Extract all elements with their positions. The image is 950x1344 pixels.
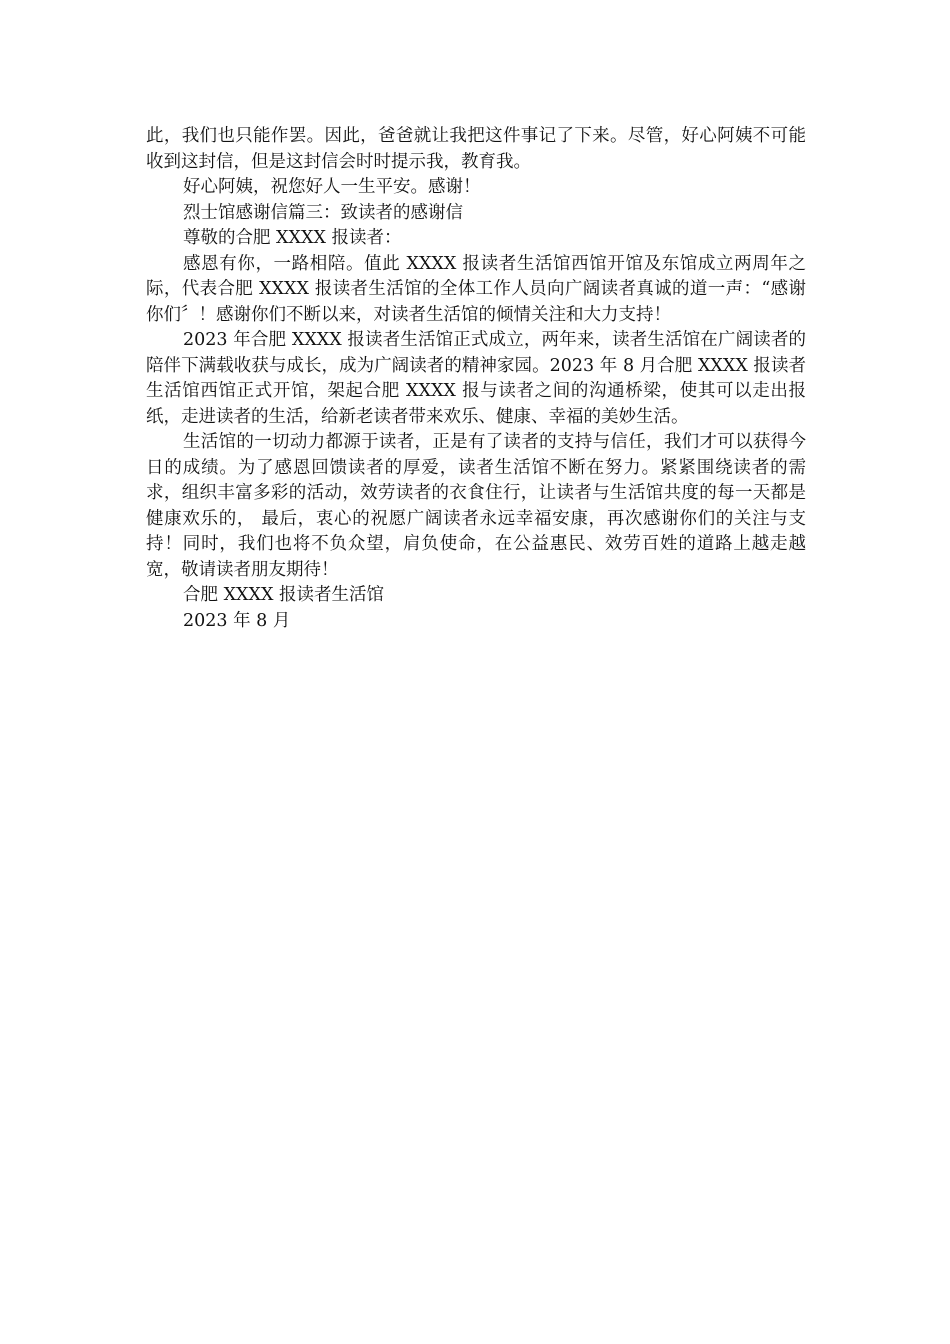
paragraph-history: 2023 年合肥 XXXX 报读者生活馆正式成立，两年来，读者生活馆在广阔读者的陪伴下满载收获与成长，成为广阔读者的精神家园。2023 年 8 月合肥 XXXX 报读者生活馆西馆正式开馆，架起合肥 XXXX 报与读者之间的沟通桥梁，使其可以走出报纸，走进读者的生活，给新老读者带来欢乐、健康、幸福的美妙生活。 — [146, 330, 806, 427]
signature-organization: 合肥 XXXX 报读者生活馆 — [183, 585, 384, 605]
paragraph-motivation: 生活馆的一切动力都源于读者，正是有了读者的支持与信任，我们才可以获得今日的成绩。为了感恩回馈读者的厚爱，读者生活馆不断在努力。紧紧围绕读者的需求，组织丰富多彩的活动，效劳读者的衣食住行，让读者与生活馆共度的每一天都是健康欢乐的， 最后，衷心的祝愿广阔读者永远幸福安康，再次感谢你们的关注与支持！同时，我们也将不负众望，肩负使命，在公益惠民、效劳百姓的道路上越走越宽，敬请读者朋友期待！ — [146, 432, 806, 580]
signature-date: 2023 年 8 月 — [183, 610, 291, 631]
salutation: 尊敬的合肥 XXXX 报读者： — [183, 228, 402, 248]
paragraph-continuation: 此，我们也只能作罢。因此，爸爸就让我把这件事记了下来。尽管，好心阿姨不可能收到这封信，但是这封信会时时提示我，教育我。 — [146, 126, 806, 172]
document-body — [146, 124, 806, 634]
section-heading: 烈士馆感谢信篇三：致读者的感谢信 — [183, 202, 463, 223]
paragraph-gratitude: 感恩有你，一路相陪。值此 XXXX 报读者生活馆西馆开馆及东馆成立两周年之际，代表合肥 XXXX 报读者生活馆的全体工作人员向广阔读者真诚的道一声：“感谢你们〞！感谢你们不断以来，对读者生活馆的倾情关注和大力支持！ — [146, 253, 806, 325]
paragraph-blessing: 好心阿姨，祝您好人一生平安。感谢！ — [183, 177, 481, 197]
